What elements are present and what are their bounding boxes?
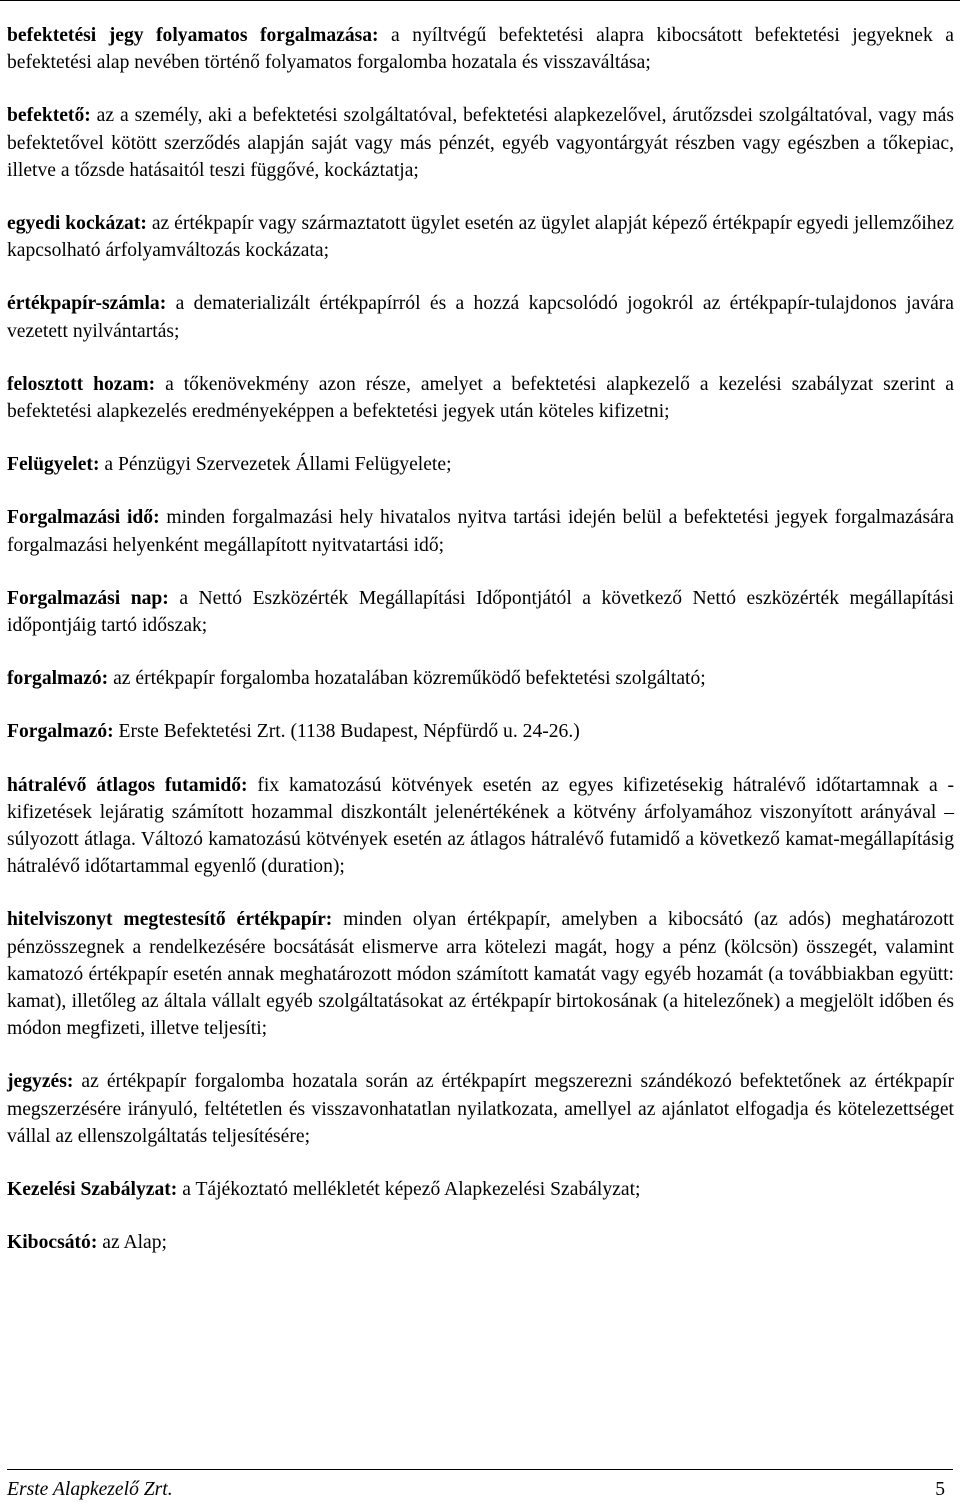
- page-footer: [7, 1469, 953, 1504]
- glossary-entry: [7, 371, 954, 425]
- entry-definition: az a személy, aki a befektetési szolgáltatóval, befektetési alapkezelővel, árutőzsdei szolgáltatóval, vagy más befektetővel kötött szerződés alapján saját vagy más pénzét, egyéb vagyontárgyát részben vagy egészben a tőkepiac, illetve a tőzsde hatásaitól teszi függővé, kockáztatja;: [7, 105, 954, 181]
- glossary-entry: [7, 22, 954, 76]
- glossary-entry: [7, 451, 954, 478]
- entry-definition: a Pénzügyi Szervezetek Állami Felügyelete;: [99, 454, 452, 476]
- footer-company: Erste Alapkezelő Zrt.: [7, 1479, 173, 1500]
- entry-term: jegyzés:: [7, 1071, 74, 1093]
- glossary-entry: [7, 210, 954, 264]
- entry-definition: fix kamatozású kötvények esetén az egyes kifizetésekig hátralévő időtartamnak a - kifizetések lejáratig számított hozammal diszkontált jelenértékének a kötvény árfolyamához viszonyított arányával – súlyozott átlaga. Változó kamatozású kötvények esetén az átlagos hátralévő futamidő a következő kamat-megállapításig hátralévő időtartammal egyenlő (duration);: [7, 774, 954, 878]
- page-number: 5: [935, 1479, 945, 1500]
- entry-term: Kibocsátó:: [7, 1232, 98, 1254]
- entry-definition: az értékpapír forgalomba hozatala során az értékpapírt megszerezni szándékozó befektetőnek az értékpapír megszerzésére irányuló, feltétetlen és visszavonhatatlan nyilatkozata, amellyel az ajánlatot elfogadja és kötelezettséget vállal az ellenszolgáltatás teljesítésére;: [7, 1071, 954, 1147]
- glossary-entry: [7, 772, 954, 881]
- entry-term: értékpapír-számla:: [7, 293, 167, 315]
- entry-definition: a tőkenövekmény azon része, amelyet a befektetési alapkezelő a kezelési szabályzat szerint a befektetési alapkezelés eredményeképpen a befektetési jegyek után köteles kifizetni;: [7, 373, 954, 423]
- entry-definition: a dematerializált értékpapírról és a hozzá kapcsolódó jogokról az értékpapír-tulajdonos javára vezetett nyilvántartás;: [7, 293, 954, 342]
- glossary-entry: [7, 906, 954, 1042]
- entry-term: befektetési jegy folyamatos forgalmazása:: [7, 25, 379, 46]
- entry-term: hátralévő átlagos futamidő:: [7, 774, 248, 796]
- entry-definition: minden olyan értékpapír, amelyben a kibocsátó (az adós) meghatározott pénzösszegnek a rendelkezésére bocsátását elismerve arra kötelezi magát, hogy a pénz (kölcsön) összegét, valamint kamatozó értékpapír esetén annak meghatározott módon számított kamatát vagy egyéb hozamát (a továbbiakban együtt: kamat), illetőleg az általa vállalt egyéb szolgáltatásokat az értékpapír birtokosának (a hitelezőnek) a megjelölt időben és módon megfizeti, illetve teljesíti;: [7, 909, 954, 1040]
- glossary-entry: [7, 102, 954, 184]
- entry-term: Kezelési Szabályzat:: [7, 1179, 178, 1201]
- glossary-entry: [7, 665, 954, 692]
- glossary-content: [7, 22, 954, 1283]
- entry-term: hitelviszonyt megtestesítő értékpapír:: [7, 909, 333, 931]
- entry-definition: az Alap;: [97, 1232, 167, 1254]
- entry-definition: minden forgalmazási hely hivatalos nyitva tartási idején belül a befektetési jegyek forgalmazására forgalmazási helyenként megállapított nyitvatartási idő;: [7, 507, 954, 556]
- entry-term: Forgalmazó:: [7, 721, 114, 743]
- glossary-entry: [7, 1229, 954, 1256]
- entry-definition: Erste Befektetési Zrt. (1138 Budapest, Népfürdő u. 24-26.): [113, 721, 580, 743]
- entry-term: Forgalmazási nap:: [7, 587, 169, 609]
- top-rule: [0, 0, 960, 1]
- entry-term: felosztott hozam:: [7, 373, 156, 395]
- glossary-entry: [7, 1068, 954, 1150]
- glossary-entry: [7, 585, 954, 639]
- entry-definition: a nyíltvégű befektetési alapra kibocsátott befektetési jegyeknek a befektetési alap nevében történő folyamatos forgalomba hozatala és visszaváltása;: [7, 25, 954, 74]
- entry-term: befektető:: [7, 105, 91, 127]
- entry-term: forgalmazó:: [7, 668, 109, 690]
- glossary-entry: [7, 504, 954, 558]
- entry-definition: a Nettó Eszközérték Megállapítási Időpontjától a következő Nettó eszközérték megállapítási időpontjáig tartó időszak;: [7, 587, 954, 637]
- glossary-entry: [7, 290, 954, 344]
- entry-term: Forgalmazási idő:: [7, 507, 160, 529]
- entry-definition: a Tájékoztató mellékletét képező Alapkezelési Szabályzat;: [177, 1179, 641, 1201]
- entry-definition: az értékpapír vagy származtatott ügylet esetén az ügylet alapját képező értékpapír egyedi jellemzőihez kapcsolható árfolyamváltozás kockázata;: [7, 213, 954, 262]
- glossary-entry: [7, 718, 954, 745]
- entry-definition: az értékpapír forgalomba hozatalában közreműködő befektetési szolgáltató;: [108, 668, 706, 690]
- glossary-entry: [7, 1176, 954, 1203]
- entry-term: Felügyelet:: [7, 454, 100, 476]
- entry-term: egyedi kockázat:: [7, 213, 147, 235]
